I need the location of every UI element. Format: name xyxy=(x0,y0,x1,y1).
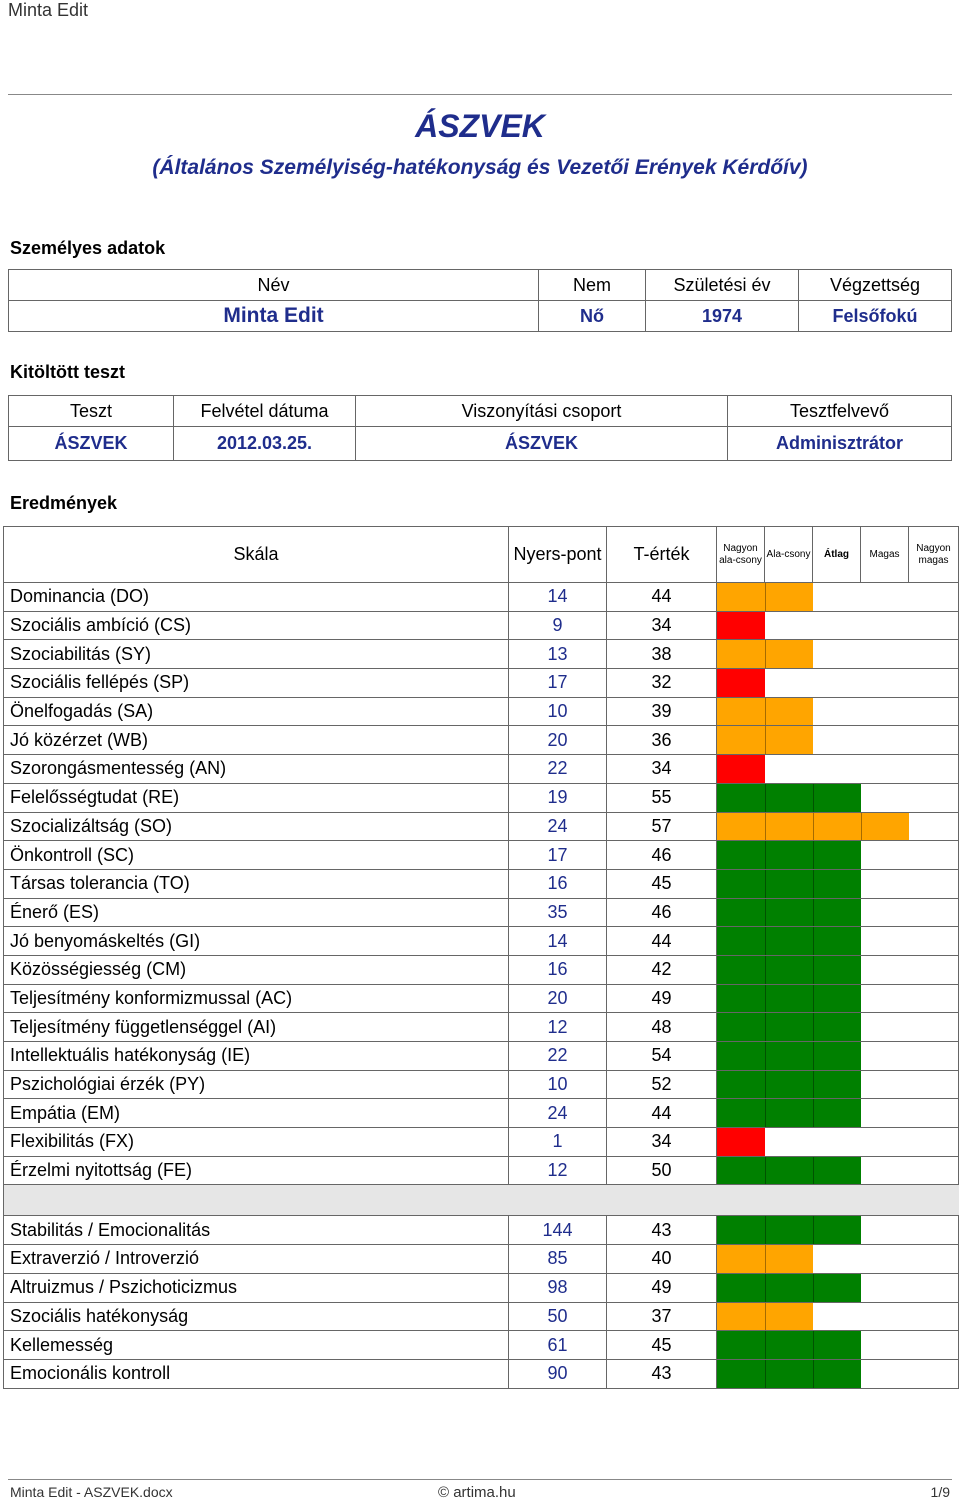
level-bar-cell xyxy=(717,1042,959,1071)
level-bar-divider xyxy=(765,698,766,726)
header-administrator: Tesztfelvevő xyxy=(728,396,952,427)
level-bar xyxy=(717,870,861,898)
level-bar-cell xyxy=(717,812,959,841)
raw-score: 12 xyxy=(509,1156,607,1185)
level-bar xyxy=(717,583,813,611)
level-bar-cell xyxy=(717,898,959,927)
personal-section-title: Személyes adatok xyxy=(10,238,166,258)
document-title: ÁSZVEK xyxy=(415,108,545,144)
raw-score: 12 xyxy=(509,1013,607,1042)
level-bar-cell xyxy=(717,1128,959,1157)
test-value-row xyxy=(9,427,952,461)
level-bar-divider xyxy=(765,985,766,1013)
scale-name: Közösségiesség (CM) xyxy=(4,955,509,984)
t-score: 45 xyxy=(607,1331,717,1360)
level-bar-divider xyxy=(813,899,814,927)
col-very-low-header: Nagyon ala-csony xyxy=(717,527,765,583)
header-gender: Nem xyxy=(539,270,646,301)
t-score: 44 xyxy=(607,927,717,956)
t-score: 42 xyxy=(607,955,717,984)
scale-name: Pszichológiai érzék (PY) xyxy=(4,1070,509,1099)
document-subtitle: (Általános Személyiség-hatékonyság és Vezetői Erények Kérdőív) xyxy=(152,156,808,179)
level-bar xyxy=(717,669,765,697)
scale-name: Szociális ambíció (CS) xyxy=(4,611,509,640)
col-low-header: Ala-csony xyxy=(765,527,813,583)
t-score: 50 xyxy=(607,1156,717,1185)
level-bar xyxy=(717,927,861,955)
value-norm-group: ÁSZVEK xyxy=(356,427,728,461)
level-bar xyxy=(717,1331,861,1359)
scale-name: Önelfogadás (SA) xyxy=(4,697,509,726)
raw-score: 85 xyxy=(509,1245,607,1274)
level-bar-divider xyxy=(765,899,766,927)
level-bar-cell xyxy=(717,955,959,984)
level-bar xyxy=(717,1071,861,1099)
scale-name: Szocializáltság (SO) xyxy=(4,812,509,841)
level-bar-cell xyxy=(717,783,959,812)
level-bar xyxy=(717,1042,861,1070)
raw-score: 90 xyxy=(509,1359,607,1388)
t-score: 45 xyxy=(607,869,717,898)
level-bar-cell xyxy=(717,1273,959,1302)
level-bar xyxy=(717,1216,861,1244)
t-score: 52 xyxy=(607,1070,717,1099)
t-score: 43 xyxy=(607,1216,717,1245)
col-average-header: Átlag xyxy=(813,527,861,583)
result-row xyxy=(4,669,959,698)
level-bar-cell xyxy=(717,755,959,784)
value-birth-year: 1974 xyxy=(646,301,799,332)
level-bar-cell xyxy=(717,1302,959,1331)
scale-name: Emocionális kontroll xyxy=(4,1359,509,1388)
level-bar xyxy=(717,985,861,1013)
level-bar-divider xyxy=(813,784,814,812)
col-high-header: Magas xyxy=(861,527,909,583)
raw-score: 61 xyxy=(509,1331,607,1360)
level-bar-divider xyxy=(813,1157,814,1185)
result-row xyxy=(4,1156,959,1185)
level-bar xyxy=(717,1128,765,1156)
scale-name: Énerő (ES) xyxy=(4,898,509,927)
test-table xyxy=(8,395,952,461)
scale-name: Flexibilitás (FX) xyxy=(4,1128,509,1157)
scale-name: Szociális hatékonyság xyxy=(4,1302,509,1331)
level-bar xyxy=(717,1245,813,1273)
result-row xyxy=(4,1099,959,1128)
t-score: 57 xyxy=(607,812,717,841)
level-bar-divider xyxy=(813,1216,814,1244)
scale-name: Dominancia (DO) xyxy=(4,583,509,612)
result-row xyxy=(4,783,959,812)
test-section-title: Kitöltött teszt xyxy=(10,362,125,382)
separator-row xyxy=(4,1185,959,1216)
scale-name: Jó benyomáskeltés (GI) xyxy=(4,927,509,956)
result-row xyxy=(4,611,959,640)
level-bar xyxy=(717,1274,861,1302)
level-bar-cell xyxy=(717,869,959,898)
raw-score: 14 xyxy=(509,583,607,612)
result-row xyxy=(4,898,959,927)
scale-name: Szorongásmentesség (AN) xyxy=(4,755,509,784)
level-bar xyxy=(717,899,861,927)
t-score: 36 xyxy=(607,726,717,755)
header-divider xyxy=(8,94,952,95)
level-bar-divider xyxy=(813,1042,814,1070)
result-row xyxy=(4,583,959,612)
result-row xyxy=(4,984,959,1013)
raw-score: 50 xyxy=(509,1302,607,1331)
t-score: 32 xyxy=(607,669,717,698)
header-date: Felvétel dátuma xyxy=(174,396,356,427)
level-bar-cell xyxy=(717,927,959,956)
t-score: 48 xyxy=(607,1013,717,1042)
result-row xyxy=(4,697,959,726)
level-bar-divider xyxy=(765,1157,766,1185)
level-bar-cell xyxy=(717,984,959,1013)
scale-name: Szociabilitás (SY) xyxy=(4,640,509,669)
personal-header-row xyxy=(9,270,952,301)
t-score: 55 xyxy=(607,783,717,812)
footer-page-number: 1/9 xyxy=(930,1484,950,1500)
level-bar-divider xyxy=(813,870,814,898)
scale-name: Teljesítmény konformizmussal (AC) xyxy=(4,984,509,1013)
level-bar xyxy=(717,841,861,869)
level-bar-divider xyxy=(765,956,766,984)
level-bar-divider xyxy=(765,1360,766,1388)
level-bar xyxy=(717,726,813,754)
t-score: 49 xyxy=(607,984,717,1013)
t-score: 40 xyxy=(607,1245,717,1274)
footer-divider xyxy=(8,1479,952,1480)
level-bar-divider xyxy=(765,784,766,812)
header-name: Név xyxy=(9,270,539,301)
level-bar-divider xyxy=(813,1071,814,1099)
raw-score: 24 xyxy=(509,1099,607,1128)
header-norm-group: Viszonyítási csoport xyxy=(356,396,728,427)
level-bar xyxy=(717,813,909,841)
level-bar-divider xyxy=(765,583,766,611)
level-bar-divider xyxy=(813,985,814,1013)
level-bar-divider xyxy=(765,1099,766,1127)
raw-score: 98 xyxy=(509,1273,607,1302)
raw-score: 22 xyxy=(509,755,607,784)
level-bar xyxy=(717,956,861,984)
raw-score: 20 xyxy=(509,726,607,755)
value-name: Minta Edit xyxy=(9,301,539,332)
level-bar xyxy=(717,1099,861,1127)
value-date: 2012.03.25. xyxy=(174,427,356,461)
level-bar-cell xyxy=(717,1331,959,1360)
level-bar-divider xyxy=(813,1360,814,1388)
result-row xyxy=(4,1302,959,1331)
raw-score: 20 xyxy=(509,984,607,1013)
footer-copyright: © artima.hu xyxy=(438,1484,516,1501)
scale-name: Önkontroll (SC) xyxy=(4,841,509,870)
level-bar-cell xyxy=(717,640,959,669)
raw-score: 17 xyxy=(509,841,607,870)
result-row xyxy=(4,1042,959,1071)
level-bar-divider xyxy=(765,1245,766,1273)
raw-score: 10 xyxy=(509,1070,607,1099)
scale-name: Extraverzió / Introverzió xyxy=(4,1245,509,1274)
col-scale-header: Skála xyxy=(4,527,509,583)
level-bar-cell xyxy=(717,1359,959,1388)
raw-score: 9 xyxy=(509,611,607,640)
level-bar-cell xyxy=(717,1070,959,1099)
level-bar-divider xyxy=(765,1216,766,1244)
t-score: 38 xyxy=(607,640,717,669)
level-bar-divider xyxy=(813,956,814,984)
raw-score: 144 xyxy=(509,1216,607,1245)
value-administrator: Adminisztrátor xyxy=(728,427,952,461)
level-bar xyxy=(717,755,765,783)
result-row xyxy=(4,755,959,784)
t-score: 54 xyxy=(607,1042,717,1071)
level-bar xyxy=(717,784,861,812)
level-bar-divider xyxy=(765,1331,766,1359)
value-test: ÁSZVEK xyxy=(9,427,174,461)
raw-score: 13 xyxy=(509,640,607,669)
t-score: 34 xyxy=(607,755,717,784)
level-bar-cell xyxy=(717,726,959,755)
t-score: 44 xyxy=(607,1099,717,1128)
level-bar-divider xyxy=(813,927,814,955)
level-bar-divider xyxy=(813,1274,814,1302)
level-bar-cell xyxy=(717,697,959,726)
level-bar-cell xyxy=(717,1099,959,1128)
result-row xyxy=(4,1245,959,1274)
level-bar xyxy=(717,1360,861,1388)
raw-score: 1 xyxy=(509,1128,607,1157)
header-birth-year: Születési év xyxy=(646,270,799,301)
separator-cell xyxy=(4,1185,959,1216)
level-bar-cell xyxy=(717,611,959,640)
level-bar-divider xyxy=(765,726,766,754)
result-row xyxy=(4,640,959,669)
raw-score: 19 xyxy=(509,783,607,812)
level-bar-cell xyxy=(717,1245,959,1274)
level-bar-divider xyxy=(813,1013,814,1041)
raw-score: 24 xyxy=(509,812,607,841)
raw-score: 16 xyxy=(509,869,607,898)
t-score: 43 xyxy=(607,1359,717,1388)
level-bar-cell xyxy=(717,841,959,870)
personal-data-table xyxy=(8,269,952,332)
level-bar-cell xyxy=(717,1013,959,1042)
value-education: Felsőfokú xyxy=(799,301,952,332)
level-bar-divider xyxy=(813,1099,814,1127)
raw-score: 16 xyxy=(509,955,607,984)
t-score: 49 xyxy=(607,1273,717,1302)
result-row xyxy=(4,1331,959,1360)
level-bar-divider xyxy=(765,841,766,869)
level-bar-cell xyxy=(717,1216,959,1245)
level-bar-divider xyxy=(765,813,766,841)
raw-score: 22 xyxy=(509,1042,607,1071)
scale-name: Társas tolerancia (TO) xyxy=(4,869,509,898)
level-bar-cell xyxy=(717,669,959,698)
value-gender: Nő xyxy=(539,301,646,332)
result-row xyxy=(4,1013,959,1042)
result-row xyxy=(4,1359,959,1388)
level-bar-cell xyxy=(717,583,959,612)
t-score: 37 xyxy=(607,1302,717,1331)
scale-name: Altruizmus / Pszichoticizmus xyxy=(4,1273,509,1302)
level-bar xyxy=(717,1157,861,1185)
running-header-name: Minta Edit xyxy=(8,0,89,20)
raw-score: 10 xyxy=(509,697,607,726)
scale-name: Kellemesség xyxy=(4,1331,509,1360)
t-score: 34 xyxy=(607,1128,717,1157)
level-bar-divider xyxy=(813,813,814,841)
raw-score: 14 xyxy=(509,927,607,956)
personal-value-row xyxy=(9,301,952,332)
scale-name: Jó közérzet (WB) xyxy=(4,726,509,755)
result-row xyxy=(4,869,959,898)
level-bar-divider xyxy=(765,1274,766,1302)
col-very-high-header: Nagyon magas xyxy=(909,527,959,583)
level-bar-cell xyxy=(717,1156,959,1185)
results-section-title: Eredmények xyxy=(10,493,118,513)
result-row xyxy=(4,812,959,841)
t-score: 34 xyxy=(607,611,717,640)
col-raw-header: Nyers-pont xyxy=(509,527,607,583)
t-score: 39 xyxy=(607,697,717,726)
scale-name: Felelősségtudat (RE) xyxy=(4,783,509,812)
scale-name: Szociális fellépés (SP) xyxy=(4,669,509,698)
t-score: 46 xyxy=(607,898,717,927)
scale-name: Stabilitás / Emocionalitás xyxy=(4,1216,509,1245)
header-test: Teszt xyxy=(9,396,174,427)
results-header-row xyxy=(4,527,959,583)
results-table xyxy=(3,526,959,1389)
level-bar-divider xyxy=(765,927,766,955)
scale-name: Empátia (EM) xyxy=(4,1099,509,1128)
result-row xyxy=(4,955,959,984)
result-row xyxy=(4,1216,959,1245)
result-row xyxy=(4,1273,959,1302)
level-bar xyxy=(717,698,813,726)
header-education: Végzettség xyxy=(799,270,952,301)
scale-name: Intellektuális hatékonyság (IE) xyxy=(4,1042,509,1071)
raw-score: 17 xyxy=(509,669,607,698)
level-bar xyxy=(717,612,765,640)
level-bar-divider xyxy=(765,1071,766,1099)
result-row xyxy=(4,841,959,870)
t-score: 46 xyxy=(607,841,717,870)
scale-name: Érzelmi nyitottság (FE) xyxy=(4,1156,509,1185)
test-header-row xyxy=(9,396,952,427)
result-row xyxy=(4,1070,959,1099)
level-bar-divider xyxy=(765,640,766,668)
result-row xyxy=(4,927,959,956)
level-bar-divider xyxy=(765,1013,766,1041)
level-bar-divider xyxy=(765,1303,766,1331)
result-row xyxy=(4,1128,959,1157)
level-bar xyxy=(717,1013,861,1041)
result-row xyxy=(4,726,959,755)
level-bar-divider xyxy=(861,813,862,841)
level-bar-divider xyxy=(765,1042,766,1070)
level-bar-divider xyxy=(765,870,766,898)
level-bar xyxy=(717,640,813,668)
level-bar xyxy=(717,1303,813,1331)
t-score: 44 xyxy=(607,583,717,612)
raw-score: 35 xyxy=(509,898,607,927)
footer-filename: Minta Edit - ASZVEK.docx xyxy=(10,1484,173,1500)
level-bar-divider xyxy=(813,841,814,869)
level-bar-divider xyxy=(813,1331,814,1359)
col-t-header: T-érték xyxy=(607,527,717,583)
scale-name: Teljesítmény függetlenséggel (AI) xyxy=(4,1013,509,1042)
